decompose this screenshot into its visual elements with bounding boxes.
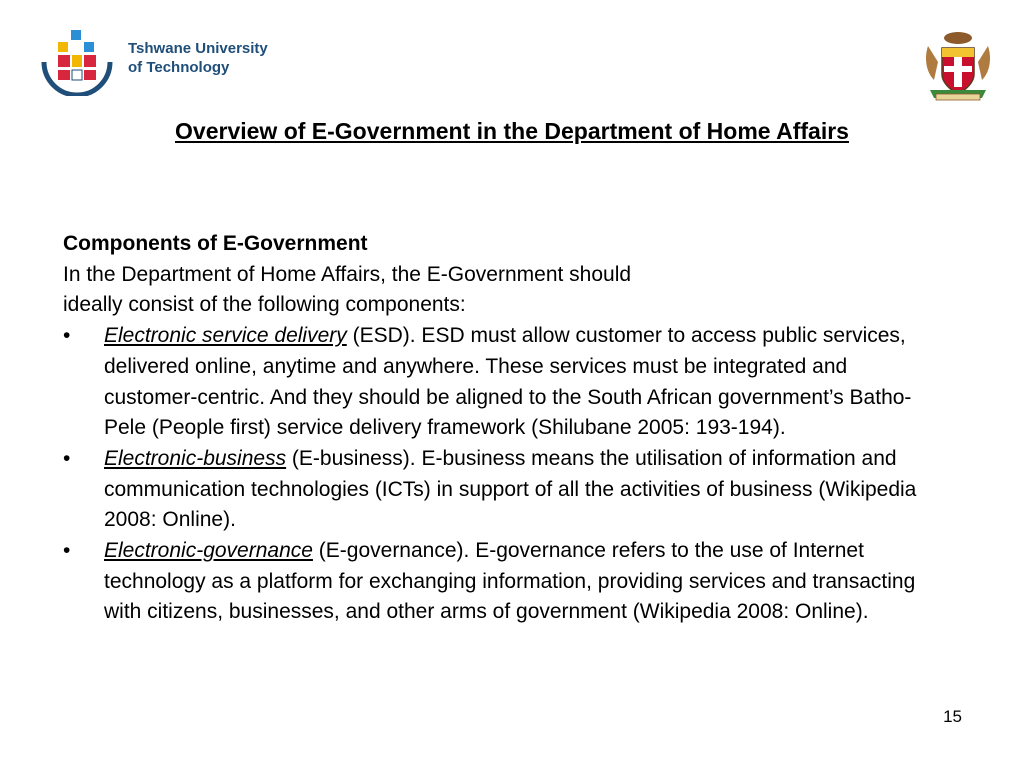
bullet-icon: • [63, 539, 71, 563]
list-item [63, 321, 943, 444]
bullet-icon: • [63, 446, 71, 470]
list-item [63, 444, 943, 536]
intro-line2: ideally consist of the following components: [63, 293, 466, 317]
bullet-text: (E-governance). E-governance refers to the use of Internet technology as a platform for exchanging information, providing services and transacting with citizens, businesses, and other arms of government (Wikipedia 2008: Online). [104, 539, 916, 624]
university-logo [36, 26, 306, 96]
bullet-term: Electronic-business [104, 446, 287, 470]
tut-logo-icon [36, 26, 118, 96]
bullet-text: (E-business). E-business means the utilisation of information and communication technologies (ICTs) in support of all the activities of business (Wikipedia 2008: Online). [104, 446, 917, 532]
list-item [63, 536, 943, 628]
slide-title: Overview of E-Government in the Department of Home Affairs [175, 118, 849, 144]
logo-text-line1: Tshwane University [128, 40, 268, 57]
intro-line1: In the Department of Home Affairs, the E-Government should [63, 262, 632, 286]
bullet-term: Electronic-governance [104, 539, 313, 563]
logo-text [128, 39, 268, 77]
components-list [63, 321, 943, 628]
logo-text-line2: of Technology [128, 59, 230, 76]
bullet-icon: • [63, 324, 71, 348]
bullet-text: (ESD). ESD must allow customer to access public services, delivered online, anytime and anywhere. These services must be integrated and customer-centric. And they should be aligned to the South African government’s Batho-Pele (People first) service delivery framework (Shilubane 2005: 193-194). [104, 324, 912, 440]
coat-of-arms-icon [922, 28, 994, 104]
slide-content [63, 229, 943, 628]
bullet-term: Electronic service delivery [104, 324, 347, 348]
page-number: 15 [943, 707, 962, 726]
section-heading: Components of E-Government [63, 232, 368, 255]
